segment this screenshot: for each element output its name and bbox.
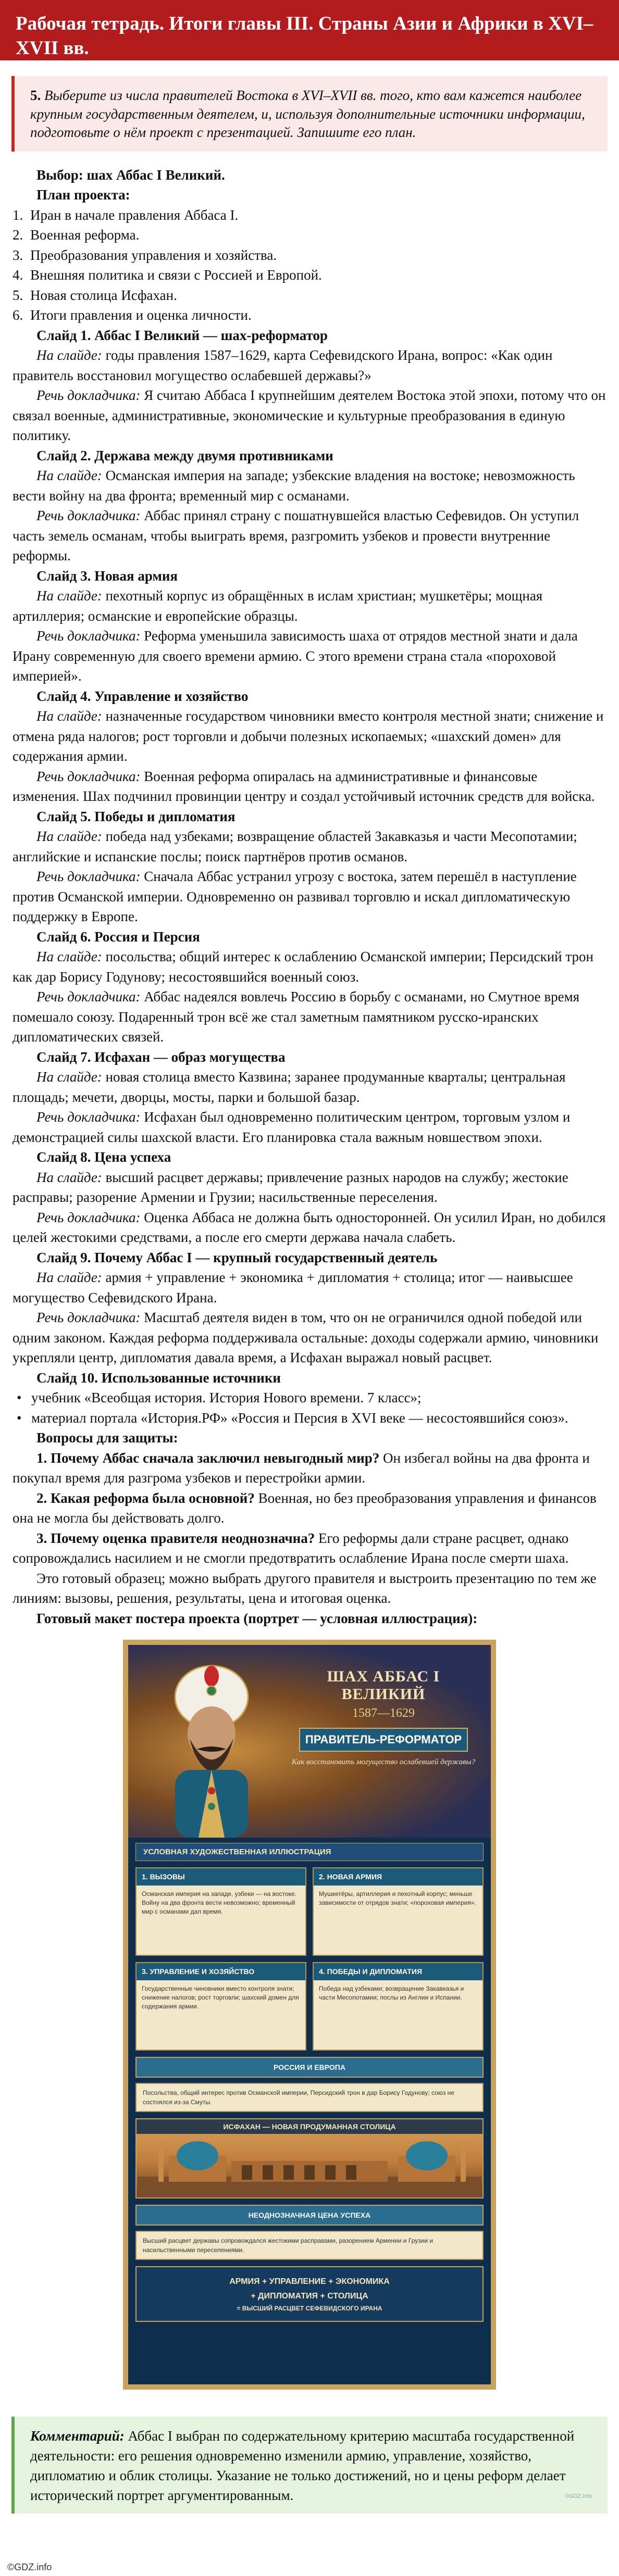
page-header — [0, 0, 619, 60]
plan-item: 4. Внешняя политика и связи с Россией и Европой. — [13, 267, 322, 283]
slide-speech: Речь докладчика: Аббас надеялся вовлечь Россию в борьбу с османами, но Смутное время помешало союзу. Подаренный трон всё же стал заметным памятником русско-иранских дипломатических связей. — [13, 989, 580, 1045]
answer-content — [13, 165, 606, 1629]
slide-block — [13, 446, 606, 566]
question-item: 2. Какая реформа была основной? Военная, но без преобразования управления и финансов она не могла бы действовать долго. — [13, 1490, 597, 1526]
poster-title-block — [284, 1668, 482, 1767]
isfahan-skyline-icon — [137, 2119, 482, 2197]
comment-label: Комментарий: — [30, 2428, 125, 2444]
poster-caption: Готовый макет постера проекта (портрет — условная иллюстрация): — [36, 1610, 478, 1626]
slide-speech: Речь докладчика: Исфахан был одновременно политическим центром, торговым узлом и демонстрацией силы шахской власти. Его планировка стала важным новшеством эпохи. — [13, 1109, 571, 1145]
page-title: Рабочая тетрадь. Итоги главы III. Страны Азии и Африки в XVI–XVII вв. — [16, 13, 593, 59]
slide-title: Слайд 9. Почему Аббас I — крупный государственный деятель — [36, 1249, 438, 1265]
slide-block — [13, 566, 606, 686]
plan-item: 1. Иран в начале правления Аббаса I. — [13, 207, 239, 223]
poster-russia-text: Посольства, общий интерес против Османской империи, Персидский трон в дар Борису Годунову; союз не состоялся из-за Смуты. — [135, 2083, 484, 2112]
poster-footer: АРМИЯ + УПРАВЛЕНИЕ + ЭКОНОМИКА + ДИПЛОМАТИЯ + СТОЛИЦА = ВЫСШИЙ РАСЦВЕТ СЕФЕВИДСКОГО ИРАНА — [135, 2266, 484, 2322]
slide-onslide: На слайде: победа над узбеками; возвращение областей Закавказья и части Месопотамии; английские и испанские послы; поиск партнёров против османов. — [13, 828, 577, 864]
plan-list — [13, 205, 606, 325]
poster-price-bar: НЕОДНОЗНАЧНАЯ ЦЕНА УСПЕХА — [135, 2205, 484, 2226]
slide-block — [13, 1248, 606, 1368]
slide-block — [13, 927, 606, 1047]
poster-subtitle: ПРАВИТЕЛЬ-РЕФОРМАТОР — [299, 1728, 468, 1752]
slide-speech: Речь докладчика: Реформа уменьшила зависимость шаха от отрядов местной знати и дала Ирану современную для своего времени армию. С этого времени страна стала «пороховой империей». — [13, 628, 578, 684]
slide-title: Слайд 1. Аббас I Великий — шах-реформатор — [36, 327, 328, 343]
poster-question: Как восстановить могущество ослабевшей державы? — [291, 1758, 476, 1767]
poster-card: 3. УПРАВЛЕНИЕ И ХОЗЯЙСТВО Государственные чиновники вместо контроля знати; снижение налогов; рост торговли; шахский домен для содержания армии. — [135, 1962, 306, 2051]
source-item: • учебник «Всеобщая история. История Нового времени. 7 класс»; — [17, 1390, 422, 1406]
question-item: 1. Почему Аббас сначала заключил невыгодный мир? Он избегал войны на два фронта и покупал время для разгрома узбеков и перестройки армии. — [13, 1450, 590, 1486]
plan-item: 3. Преобразования управления и хозяйства. — [13, 247, 277, 263]
slide-onslide: На слайде: новая столица вместо Казвина; заранее продуманные кварталы; центральная площадь; мечети, дворцы, мосты, парки и большой базар. — [13, 1069, 566, 1105]
slide-block — [13, 1047, 606, 1148]
slide-block — [13, 686, 606, 807]
poster-card: 2. НОВАЯ АРМИЯ Мушкетёры, артиллерия и пехотный корпус; меньше зависимости от отрядов знати; «пороховая империя». — [313, 1867, 484, 1956]
poster-image — [123, 1640, 496, 2390]
slide-title: Слайд 8. Цена успеха — [36, 1149, 171, 1165]
poster-header — [128, 1645, 491, 1838]
slide-title: Слайд 6. Россия и Персия — [36, 928, 200, 945]
task-text: Выберите из числа правителей Востока в XVI–XVII вв. того, кто вам кажется наиболее крупным государственным деятелем, и, используя дополнительные источники информации, подготовьте о нём проект с презентацией. Запишите его план. — [30, 87, 585, 141]
slide-title: Слайд 3. Новая армия — [36, 568, 178, 584]
poster-card: 1. ВЫЗОВЫ Османская империя на западе, узбеки — на востоке. Войну на два фронта вести невозможно; временный мир с османами дал время. — [135, 1867, 306, 1956]
slide-title: Слайд 2. Держава между двумя противниками — [36, 447, 333, 463]
slide-onslide: На слайде: назначенные государством чиновники вместо контроля местной знати; снижение и отмена ряда налогов; рост торговли и добычи полезных ископаемых; «шахский домен» для содержания армии. — [13, 708, 604, 764]
poster-russia-bar: РОССИЯ И ЕВРОПА — [135, 2057, 484, 2078]
slide-speech: Речь докладчика: Сначала Аббас устранил угрозу с востока, затем перешёл в наступление против Османской империи. Одновременно он развивал торговлю и искал дипломатическую поддержку в Европе. — [13, 869, 577, 925]
sources-block — [13, 1368, 606, 1428]
poster-card: 4. ПОБЕДЫ И ДИПЛОМАТИЯ Победа над узбеками; возвращение Закавказья и части Месопотамии; послы из Англии и Испании. — [313, 1962, 484, 2051]
choice-heading: Выбор: шах Аббас I Великий. — [36, 167, 225, 183]
slide-block — [13, 325, 606, 446]
slide-onslide: На слайде: Османская империя на западе; узбекские владения на востоке; невозможность вести войну на два фронта; временный мир с османами. — [13, 468, 575, 504]
task-number: 5. — [30, 87, 41, 103]
poster-city-caption: ИСФАХАН — НОВАЯ ПРОДУМАННАЯ СТОЛИЦА — [137, 2119, 482, 2134]
slide-onslide: На слайде: высший расцвет державы; привлечение разных народов на службу; жестокие расправы; разорение Армении и Грузии; насильственные переселения. — [13, 1169, 568, 1205]
slide-onslide: На слайде: годы правления 1587–1629, карта Сефевидского Ирана, вопрос: «Как один правитель восстановил могущество ослабевшей державы?» — [13, 347, 553, 383]
slide-title: Слайд 5. Победы и дипломатия — [36, 808, 236, 824]
slide-onslide: На слайде: армия + управление + экономика + дипломатия + столица; итог — наивысшее могущество Сефевидского Ирана. — [13, 1270, 573, 1305]
poster-body — [135, 1843, 484, 2377]
sources-title: Слайд 10. Использованные источники — [36, 1369, 281, 1386]
slide-onslide: На слайде: посольства; общий интерес к ослаблению Османской империи; Персидский трон как дар Борису Годунову; несостоявшийся военный союз. — [13, 949, 593, 985]
source-item: • материал портала «История.РФ» «Россия и Персия в XVI веке — несостоявшийся союз». — [17, 1410, 568, 1426]
slide-title: Слайд 7. Исфахан — образ могущества — [36, 1049, 286, 1065]
slide-speech: Речь докладчика: Оценка Аббаса не должна быть односторонней. Он усилил Иран, но добился целей жестокими средствами, а после его смерти держава начала слабеть. — [13, 1209, 606, 1246]
slide-block — [13, 807, 606, 927]
poster-card-grid — [135, 1867, 484, 2051]
question-item: 3. Почему оценка правителя неоднозначна? Его реформы дали стране расцвет, однако сопровождались насилием и не смогли предотвратить ослабление Ирана после смерти шаха. — [13, 1530, 569, 1566]
comment-box — [11, 2417, 608, 2514]
comment-text: Аббас I выбран по содержательному критерию масштаба государственной деятельности: его решения одновременно изменили армию, управление, хозяйство, дипломатию и облик столицы. Указание не только достижений, но и цены реформ делает исторический портрет аргументированным. — [30, 2428, 575, 2504]
shah-portrait-illustration — [149, 1661, 274, 1838]
poster-years: 1587—1629 — [352, 1706, 415, 1720]
slide-onslide: На слайде: пехотный корпус из обращённых в ислам христиан; мушкетёры; мощная артиллерия; османские и европейские образцы. — [13, 588, 543, 624]
plan-item: 2. Военная реформа. — [13, 227, 140, 243]
poster-price-text: Высший расцвет державы сопровождался жестокими расправами, разорением Армении и Грузии и насильственными переселениями. — [135, 2231, 484, 2260]
slide-block — [13, 1147, 606, 1248]
slide-speech: Речь докладчика: Аббас принял страну с пошатнувшейся властью Сефевидов. Он уступил часть земель османам, чтобы выиграть время, разгромить узбеков и провести внутренние реформы. — [13, 508, 579, 564]
final-note: Это готовый образец; можно выбрать другого правителя и выстроить презентацию по тем же линиям: вызовы, решения, результаты, цена и итоговая оценка. — [13, 1570, 597, 1606]
poster-isfahan-illustration — [135, 2118, 484, 2198]
plan-item: 5. Новая столица Исфахан. — [13, 287, 177, 303]
watermark: ©GDZ.info — [564, 2493, 592, 2500]
slide-speech: Речь докладчика: Масштаб деятеля виден в том, что он не ограничился одной победой или одним законом. Каждая реформа поддерживала остальные: доходы содержали армию, чиновники укрепляли центр, дипломатия давала время, а Исфахан выражал новый расцвет. — [13, 1310, 599, 1366]
task-box — [11, 76, 608, 152]
site-footer: ©GDZ.info — [7, 2562, 52, 2572]
poster-intro-bar: УСЛОВНАЯ ХУДОЖЕСТВЕННАЯ ИЛЛЮСТРАЦИЯ — [135, 1843, 484, 1861]
questions-block — [13, 1428, 606, 1568]
slide-speech: Речь докладчика: Военная реформа опиралась на административные и финансовые изменения. Шах подчинил провинции центру и создал устойчивый источник средств для войска. — [13, 768, 595, 805]
slide-speech: Речь докладчика: Я считаю Аббаса I крупнейшим деятелем Востока этой эпохи, потому что он связал военные, административные, экономические и культурные преобразования в единую политику. — [13, 387, 606, 444]
questions-title: Вопросы для защиты: — [36, 1430, 178, 1446]
slide-title: Слайд 4. Управление и хозяйство — [36, 688, 249, 704]
plan-heading: План проекта: — [36, 187, 130, 203]
poster-title: ШАХ АББАС I ВЕЛИКИЙ — [327, 1668, 440, 1703]
plan-item: 6. Итоги правления и оценка личности. — [13, 307, 252, 323]
